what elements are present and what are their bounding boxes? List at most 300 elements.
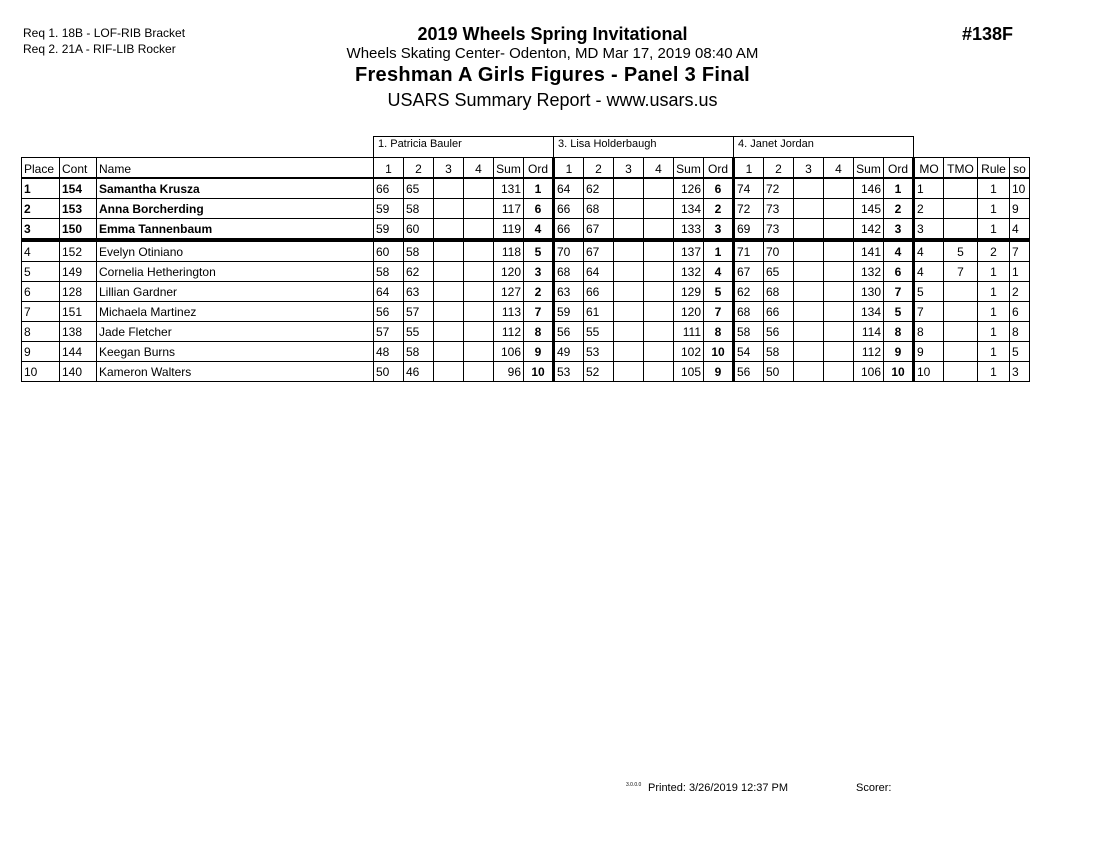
judge-score-cell [794,342,824,362]
judge-ordinal-cell: 5 [884,302,914,322]
judge-score-cell: 46 [404,362,434,382]
mo-cell: 4 [914,262,944,282]
tmo-cell [944,302,978,322]
judge-score-cell [824,199,854,219]
cont-cell: 138 [60,322,97,342]
judge-score-cell: 64 [584,262,614,282]
cont-cell: 144 [60,342,97,362]
judge-score-cell [464,302,494,322]
judge-sum-cell: 137 [674,240,704,262]
judge-3-name: 3. Lisa Holderbaugh [554,137,734,158]
scorer-label: Scorer: [856,782,892,794]
judge-sum-cell: 142 [854,219,884,241]
judge-score-cell [434,219,464,241]
rule-cell: 1 [978,362,1010,382]
judge-score-cell: 68 [764,282,794,302]
judge-score-cell [644,219,674,241]
judge-score-cell [794,302,824,322]
requirement-1: Req 1. 18B - LOF-RIB Bracket [23,26,186,40]
column-header-row [22,158,1030,179]
judge-score-cell [794,282,824,302]
judge-3-col-header: 4 [824,158,854,179]
judge-ordinal-cell: 4 [884,240,914,262]
judge-score-cell [614,282,644,302]
rule-cell: 1 [978,342,1010,362]
judge-sum-cell: 105 [674,362,704,382]
judge-score-cell [464,178,494,199]
report-title: USARS Summary Report - www.usars.us [387,90,718,110]
judge-score-cell [794,178,824,199]
event-title: Freshman A Girls Figures - Panel 3 Final [354,64,751,86]
place-cell: 2 [22,199,60,219]
judge-score-cell [644,362,674,382]
cont-cell: 149 [60,262,97,282]
judge-sum-cell: 141 [854,240,884,262]
cont-cell: 153 [60,199,97,219]
judge-score-cell: 63 [554,282,584,302]
judge-score-cell: 58 [404,240,434,262]
so-cell: 1 [1010,262,1030,282]
judge-1-col-header: Ord [524,158,554,179]
mo-cell: 4 [914,240,944,262]
judge-ordinal-cell: 5 [704,282,734,302]
judge-2-col-header: 2 [584,158,614,179]
judge-score-cell: 66 [554,199,584,219]
judge-3-col-header: 3 [794,158,824,179]
judge-score-cell: 65 [404,178,434,199]
judge-score-cell: 52 [584,362,614,382]
judge-header-row [22,137,1030,158]
judge-score-cell: 50 [764,362,794,382]
mo-header: MO [914,158,944,179]
judge-sum-cell: 102 [674,342,704,362]
place-cell: 6 [22,282,60,302]
skater-name-cell: Samantha Krusza [97,178,374,199]
judge-sum-cell: 106 [854,362,884,382]
judge-ordinal-cell: 4 [704,262,734,282]
judge-ordinal-cell: 7 [884,282,914,302]
judge-score-cell: 67 [584,219,614,241]
so-cell: 9 [1010,199,1030,219]
judge-1-col-header: 2 [404,158,434,179]
version-number: 3.0.0.0 [626,782,642,788]
judge-score-cell: 64 [554,178,584,199]
judge-2-col-header: Sum [674,158,704,179]
table-row [22,302,1030,322]
judge-ordinal-cell: 6 [524,199,554,219]
so-cell: 5 [1010,342,1030,362]
judge-ordinal-cell: 10 [524,362,554,382]
place-cell: 9 [22,342,60,362]
mo-cell: 1 [914,178,944,199]
judge-score-cell: 56 [554,322,584,342]
judge-score-cell [824,262,854,282]
judge-score-cell: 49 [554,342,584,362]
table-row [22,342,1030,362]
printed-timestamp: Printed: 3/26/2019 12:37 PM [648,782,789,794]
judge-sum-cell: 106 [494,342,524,362]
judge-score-cell: 58 [374,262,404,282]
rule-cell: 1 [978,199,1010,219]
judge-score-cell: 72 [734,199,764,219]
judge-score-cell: 68 [734,302,764,322]
judge-3-col-header: Ord [884,158,914,179]
table-row [22,219,1030,241]
judge-sum-cell: 114 [854,322,884,342]
judge-ordinal-cell: 9 [524,342,554,362]
judge-2-col-header: 1 [554,158,584,179]
judge-score-cell [464,240,494,262]
so-cell: 7 [1010,240,1030,262]
venue-date: Wheels Skating Center- Odenton, MD Mar 17, 2019 08:40 AM [346,45,759,62]
judge-ordinal-cell: 7 [524,302,554,322]
table-row [22,262,1030,282]
judge-ordinal-cell: 9 [704,362,734,382]
judge-score-cell [824,240,854,262]
judge-score-cell [464,322,494,342]
judge-3-col-header: 2 [764,158,794,179]
table-row [22,199,1030,219]
mo-cell: 2 [914,199,944,219]
judge-score-cell: 55 [404,322,434,342]
mo-cell: 8 [914,322,944,342]
tmo-cell [944,199,978,219]
judge-score-cell [464,362,494,382]
skater-name-cell: Anna Borcherding [97,199,374,219]
judge-score-cell [794,199,824,219]
judge-sum-cell: 131 [494,178,524,199]
judge-score-cell [644,240,674,262]
judge-sum-cell: 112 [494,322,524,342]
judge-score-cell [644,282,674,302]
judge-score-cell [434,322,464,342]
judge-score-cell [464,342,494,362]
judge-sum-cell: 112 [854,342,884,362]
mo-cell: 7 [914,302,944,322]
judge-score-cell [824,302,854,322]
judge-score-cell [434,240,464,262]
judge-score-cell: 68 [554,262,584,282]
rule-cell: 2 [978,240,1010,262]
judge-score-cell: 48 [374,342,404,362]
judge-ordinal-cell: 10 [704,342,734,362]
judge-sum-cell: 120 [674,302,704,322]
skater-name-cell: Michaela Martinez [97,302,374,322]
judge-score-cell [434,302,464,322]
judge-ordinal-cell: 3 [524,262,554,282]
judge-score-cell [434,362,464,382]
judge-score-cell [614,219,644,241]
judge-score-cell: 67 [734,262,764,282]
judge-sum-cell: 120 [494,262,524,282]
judge-score-cell: 56 [374,302,404,322]
judge-ordinal-cell: 2 [704,199,734,219]
judge-sum-cell: 146 [854,178,884,199]
table-row [22,322,1030,342]
judge-ordinal-cell: 6 [704,178,734,199]
judge-score-cell [824,178,854,199]
judge-sum-cell: 111 [674,322,704,342]
tmo-header: TMO [944,158,978,179]
tmo-cell [944,282,978,302]
judge-score-cell [434,178,464,199]
judge-score-cell: 50 [374,362,404,382]
place-cell: 5 [22,262,60,282]
place-cell: 4 [22,240,60,262]
judge-ordinal-cell: 9 [884,342,914,362]
mo-cell: 10 [914,362,944,382]
place-cell: 1 [22,178,60,199]
judge-score-cell: 58 [764,342,794,362]
judge-score-cell [644,302,674,322]
judge-ordinal-cell: 3 [704,219,734,241]
judge-3-col-header: 1 [734,158,764,179]
judge-score-cell: 63 [404,282,434,302]
judge-sum-cell: 126 [674,178,704,199]
judge-score-cell: 69 [734,219,764,241]
judge-score-cell [644,178,674,199]
so-cell: 4 [1010,219,1030,241]
judge-1-col-header: 4 [464,158,494,179]
judge-score-cell [614,240,644,262]
place-header: Place [22,158,60,179]
so-header: so [1010,158,1030,179]
judge-1-col-header: 3 [434,158,464,179]
results-table [21,136,1030,382]
cont-cell: 140 [60,362,97,382]
judge-score-cell: 56 [764,322,794,342]
tmo-cell [944,342,978,362]
requirement-2: Req 2. 21A - RIF-LIB Rocker [23,42,176,56]
judge-score-cell: 65 [764,262,794,282]
judge-ordinal-cell: 8 [704,322,734,342]
judge-score-cell: 72 [764,178,794,199]
judge-score-cell: 53 [584,342,614,362]
judge-sum-cell: 132 [854,262,884,282]
judge-sum-cell: 119 [494,219,524,241]
judge-score-cell: 53 [554,362,584,382]
place-cell: 3 [22,219,60,241]
judge-score-cell [824,362,854,382]
judge-sum-cell: 133 [674,219,704,241]
place-cell: 7 [22,302,60,322]
judge-score-cell: 73 [764,219,794,241]
cont-cell: 151 [60,302,97,322]
judge-1-col-header: Sum [494,158,524,179]
skater-name-cell: Lillian Gardner [97,282,374,302]
judge-score-cell [794,322,824,342]
judge-score-cell [464,282,494,302]
judge-score-cell [824,322,854,342]
judge-1-name: 1. Patricia Bauler [374,137,554,158]
judge-ordinal-cell: 1 [884,178,914,199]
judge-3-col-header: Sum [854,158,884,179]
table-row [22,282,1030,302]
judge-score-cell [644,199,674,219]
judge-ordinal-cell: 1 [704,240,734,262]
so-cell: 2 [1010,282,1030,302]
judge-ordinal-cell: 4 [524,219,554,241]
judge-score-cell: 56 [734,362,764,382]
judge-score-cell: 68 [584,199,614,219]
judge-score-cell: 66 [584,282,614,302]
judge-score-cell [614,262,644,282]
mo-cell: 9 [914,342,944,362]
rule-cell: 1 [978,219,1010,241]
judge-score-cell: 59 [554,302,584,322]
judge-sum-cell: 117 [494,199,524,219]
judge-score-cell [614,322,644,342]
judge-score-cell [434,342,464,362]
judge-score-cell [614,342,644,362]
so-cell: 6 [1010,302,1030,322]
judge-score-cell [434,282,464,302]
judge-score-cell: 58 [734,322,764,342]
judge-score-cell: 55 [584,322,614,342]
judge-score-cell [614,178,644,199]
skater-name-cell: Emma Tannenbaum [97,219,374,241]
results-body [22,178,1030,382]
judge-score-cell: 66 [764,302,794,322]
judge-ordinal-cell: 10 [884,362,914,382]
judge-score-cell [794,362,824,382]
table-row [22,362,1030,382]
judge-score-cell [464,219,494,241]
judge-score-cell: 60 [404,219,434,241]
judge-score-cell [644,262,674,282]
judge-score-cell [614,302,644,322]
cont-header: Cont [60,158,97,179]
event-number: #138F [962,24,1014,44]
table-row [22,178,1030,199]
judge-sum-cell: 118 [494,240,524,262]
skater-name-cell: Kameron Walters [97,362,374,382]
tmo-cell: 5 [944,240,978,262]
judge-score-cell: 60 [374,240,404,262]
judge-score-cell [824,219,854,241]
rule-cell: 1 [978,178,1010,199]
judge-score-cell: 67 [584,240,614,262]
judge-score-cell: 71 [734,240,764,262]
judge-2-col-header: Ord [704,158,734,179]
judge-score-cell: 62 [404,262,434,282]
judge-sum-cell: 145 [854,199,884,219]
judge-score-cell [434,262,464,282]
judge-score-cell [614,199,644,219]
so-cell: 3 [1010,362,1030,382]
judge-score-cell [644,322,674,342]
judge-score-cell: 64 [374,282,404,302]
judge-score-cell [794,262,824,282]
judge-score-cell: 58 [404,342,434,362]
judge-score-cell: 59 [374,199,404,219]
competition-title: 2019 Wheels Spring Invitational [417,24,688,44]
judge-sum-cell: 130 [854,282,884,302]
judge-score-cell [824,342,854,362]
judge-score-cell [464,262,494,282]
judge-ordinal-cell: 5 [524,240,554,262]
judge-score-cell: 59 [374,219,404,241]
mo-cell: 5 [914,282,944,302]
judge-score-cell: 54 [734,342,764,362]
rule-cell: 1 [978,322,1010,342]
judge-score-cell [794,219,824,241]
cont-cell: 154 [60,178,97,199]
judge-ordinal-cell: 2 [524,282,554,302]
tmo-cell [944,219,978,241]
judge-score-cell: 62 [734,282,764,302]
name-header: Name [97,158,374,179]
judge-score-cell: 73 [764,199,794,219]
judge-ordinal-cell: 8 [884,322,914,342]
skater-name-cell: Keegan Burns [97,342,374,362]
skater-name-cell: Cornelia Hetherington [97,262,374,282]
tmo-cell [944,362,978,382]
judge-sum-cell: 134 [854,302,884,322]
rule-cell: 1 [978,262,1010,282]
judge-sum-cell: 113 [494,302,524,322]
judge-ordinal-cell: 7 [704,302,734,322]
judge-ordinal-cell: 3 [884,219,914,241]
judge-score-cell [794,240,824,262]
judge-sum-cell: 132 [674,262,704,282]
judge-sum-cell: 134 [674,199,704,219]
judge-ordinal-cell: 1 [524,178,554,199]
requirements-list [23,25,185,57]
judge-score-cell: 57 [404,302,434,322]
cont-cell: 128 [60,282,97,302]
judge-score-cell: 57 [374,322,404,342]
judge-4-name: 4. Janet Jordan [734,137,914,158]
skater-name-cell: Evelyn Otiniano [97,240,374,262]
tmo-cell [944,178,978,199]
rule-header: Rule [978,158,1010,179]
judge-sum-cell: 127 [494,282,524,302]
judge-score-cell [464,199,494,219]
judge-ordinal-cell: 8 [524,322,554,342]
judge-score-cell: 66 [554,219,584,241]
cont-cell: 150 [60,219,97,241]
judge-score-cell: 70 [554,240,584,262]
tmo-cell [944,322,978,342]
judge-score-cell: 62 [584,178,614,199]
rule-cell: 1 [978,282,1010,302]
judge-1-col-header: 1 [374,158,404,179]
tmo-cell: 7 [944,262,978,282]
table-row [22,240,1030,262]
judge-score-cell [614,362,644,382]
judge-score-cell: 61 [584,302,614,322]
judge-2-col-header: 3 [614,158,644,179]
judge-score-cell: 70 [764,240,794,262]
rule-cell: 1 [978,302,1010,322]
judge-ordinal-cell: 6 [884,262,914,282]
place-cell: 8 [22,322,60,342]
so-cell: 8 [1010,322,1030,342]
judge-score-cell: 58 [404,199,434,219]
place-cell: 10 [22,362,60,382]
judge-score-cell [434,199,464,219]
skater-name-cell: Jade Fletcher [97,322,374,342]
judge-score-cell: 74 [734,178,764,199]
mo-cell: 3 [914,219,944,241]
judge-ordinal-cell: 2 [884,199,914,219]
so-cell: 10 [1010,178,1030,199]
judge-score-cell: 66 [374,178,404,199]
judge-sum-cell: 129 [674,282,704,302]
judge-score-cell [644,342,674,362]
judge-sum-cell: 96 [494,362,524,382]
